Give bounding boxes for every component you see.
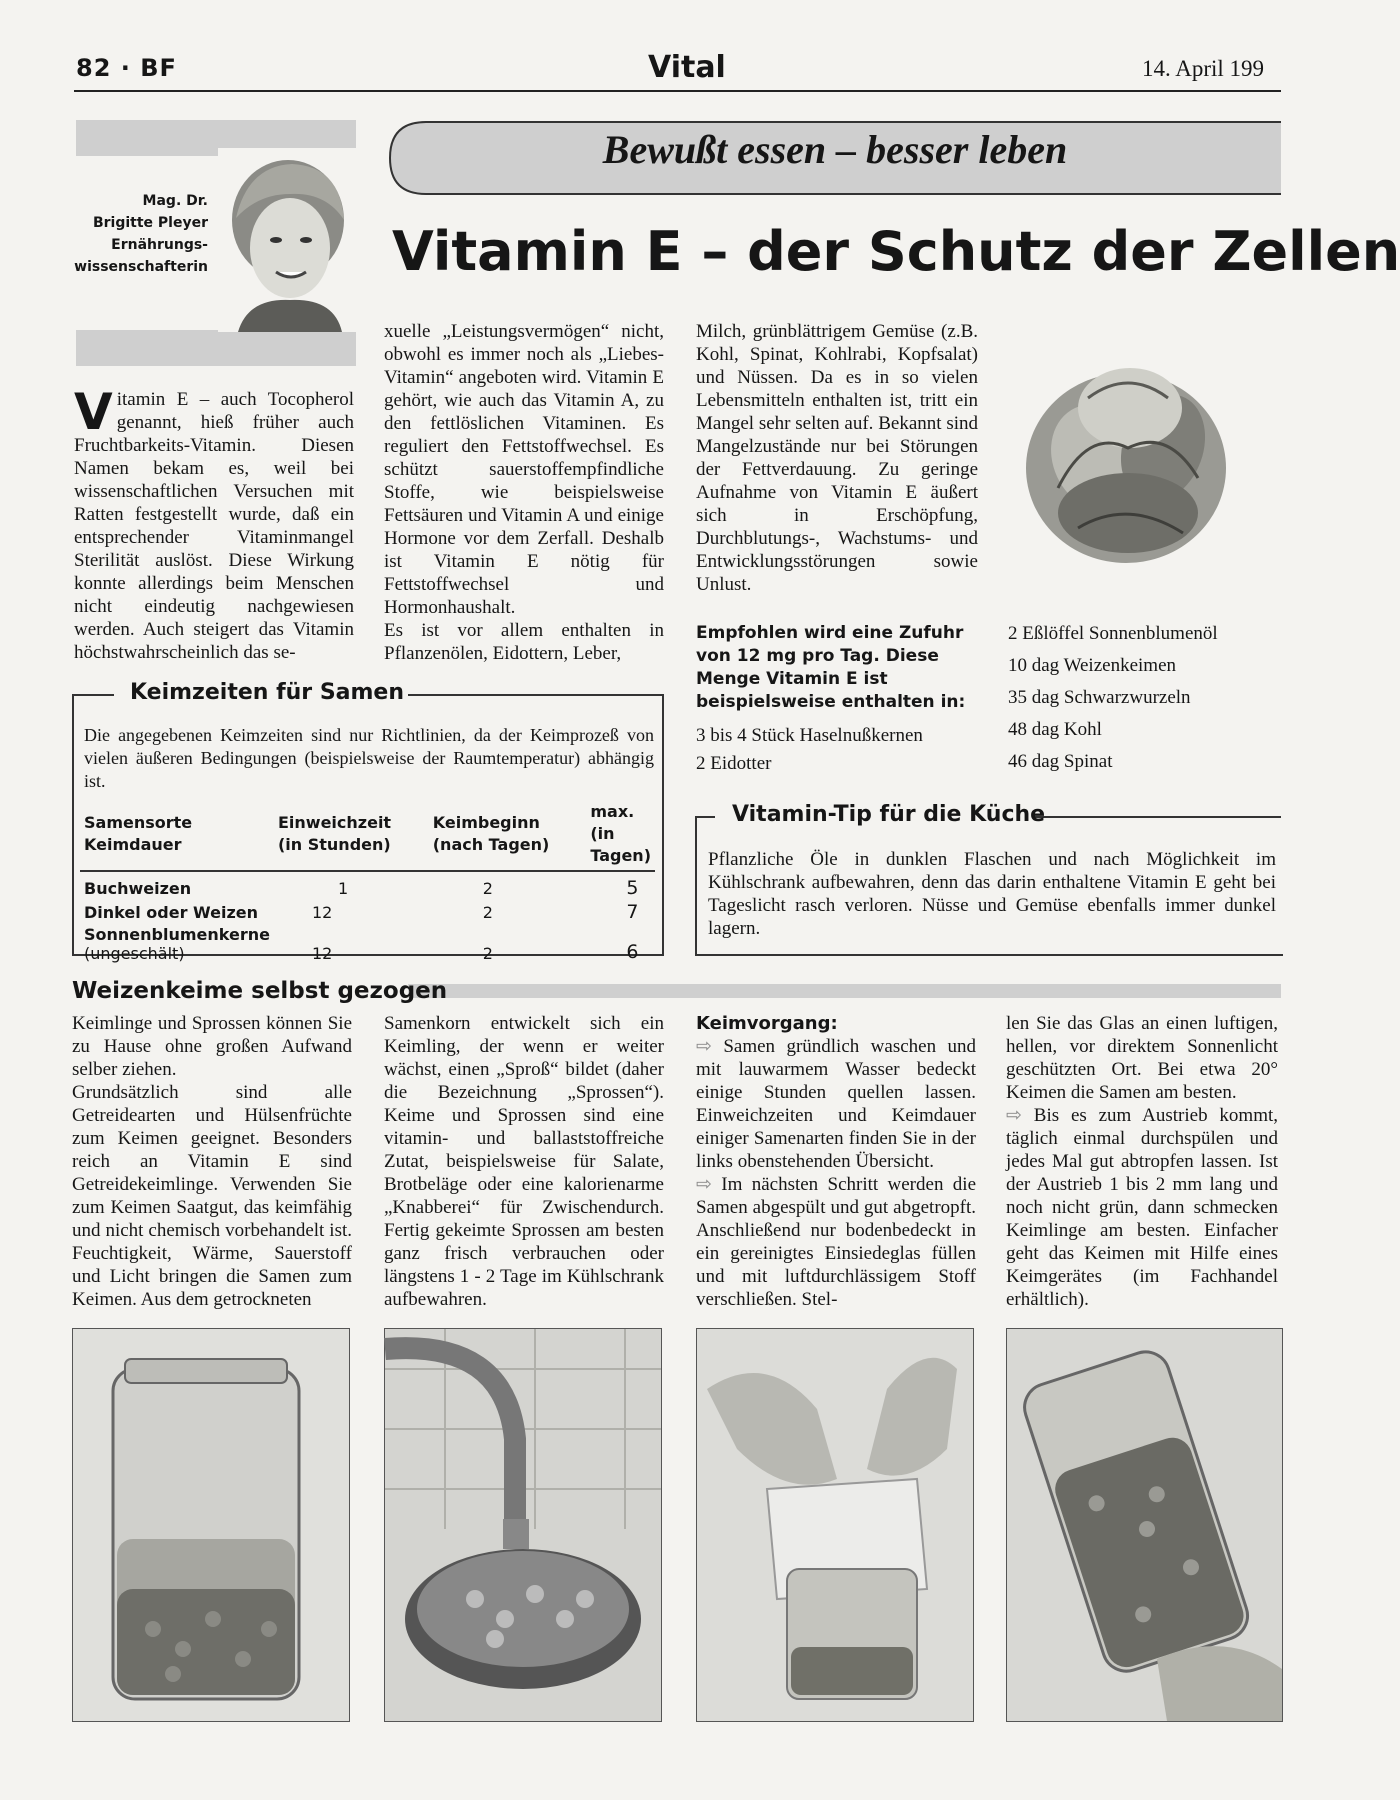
max-days: 6 [626,941,639,963]
table-row [80,924,655,964]
photo-sieve-rinsing [384,1328,662,1722]
weizen-col4 [1006,1012,1278,1311]
weizen-col3 [696,1012,976,1311]
author-name: Brigitte Pleyer [92,215,208,231]
column-header: Einweichzeit (in Stunden) [277,813,392,854]
max-days: 5 [626,877,639,899]
keimvorgang-title: Keimvorgang: [696,1013,838,1034]
source-item: 48 dag Kohl [1008,719,1102,740]
source-item: 35 dag Schwarzwurzeln [1008,687,1191,708]
dropcap: V [74,383,113,441]
tip-text: Pflanzliche Öle in dunklen Flaschen und nach Möglichkeit im Kühlschrank aufbewahren, denn das darin enthaltene Vitamin E geht bei Tageslicht rasch verloren. Nüsse und Gemüse ebenfalls immer dunkel lagern. [708,849,1276,939]
soak-hours: 1 [337,878,349,898]
table-row [80,876,655,900]
author-title: Mag. Dr. [142,193,208,209]
weizen-col4-text: len Sie das Glas an einen luftigen, hellen, vor direktem Sonnenlicht geschützten Ort. Bei etwa 20° Keimen die Samen am besten. [1006,1013,1278,1103]
author-portrait [218,148,360,332]
weizen-col1 [72,1012,352,1311]
article-col3-text: Milch, grünblättrigem Gemüse (z.B. Kohl, Spinat, Kohlrabi, Kopfsalat) und Nüssen. Da es in so vielen Lebensmitteln enthalten ist, tritt ein Mangel sehr selten auf. Bekannt sind Mangelzustände nur bei Störungen der Fettverdauung. Zu geringe Aufnahme von Vitamin E äußert sich in Erschöpfung, Durchblutungs-, Wachstums- und Entwicklungsstörungen sowie Unlust. [696,321,978,595]
author-role-line2: wissenschafterin [74,259,208,275]
article-col3 [696,320,978,596]
column-header: Keimbeginn (nach Tagen) [432,813,550,854]
seed-name: Buchweizen [84,878,192,898]
source-item: 3 bis 4 Stück Haselnußkernen [696,725,923,746]
article-col2 [384,320,664,665]
keimzeiten-title: Keimzeiten für Samen [130,680,405,705]
seed-note: (ungeschält) [84,944,185,963]
seed-name: Dinkel oder Weizen [84,902,258,922]
keimvorgang-step1: ⇨ Samen gründlich waschen und mit lauwarmem Wasser bedeckt einige Stunden quellen lassen. Einweichzeiten und Keimdauer einiger Samenarten finden Sie in der links obenstehenden Übersicht. [696,1036,976,1172]
table-header-row [80,800,655,868]
arrow-icon: ⇨ [1006,1105,1022,1126]
photo-jar-soaking [72,1328,350,1722]
source-item: 2 Eßlöffel Sonnenblumenöl [1008,623,1218,644]
weizen-title: Weizenkeime selbst gezogen [72,978,448,1004]
arrow-icon: ⇨ [696,1036,712,1057]
issue-date: 14. April 199 [1142,56,1265,81]
banner-title: Bewußt essen – besser leben [602,127,1068,172]
weizen-title-bar [408,984,1281,998]
column-header: max. (in Tagen) [590,802,651,865]
article-col2-para1: xuelle „Leistungsvermögen“ nicht, obwohl es immer noch als „Liebes-Vitamin“ angeboten wird. Vitamin E gehört, wie auch das Vitamin A, zu den fettlöslichen Vitaminen. Es reguliert den Fettstoffwechsel. Es schützt sauerstoffempfindliche Stoffe, wie beispielsweise Fettsäuren und Vitamin A und einige Hormone vor dem Zerfall. Deshalb ist Vitamin E nötig für Fettstoffwechsel und Hormonhaushalt. [384,321,664,618]
photo-jar-cloth [696,1328,974,1722]
headline: Vitamin E – der Schutz der Zellen [392,220,1400,283]
start-days: 2 [482,944,493,963]
keimzeiten-intro: Die angegebenen Keimzeiten sind nur Richtlinien, da der Keimprozeß von vielen äußeren Bedingungen (beispielsweise der Raumtemperatur) abhängig ist. [84,725,654,791]
start-days: 2 [482,902,493,922]
author-credit [70,190,208,278]
sources-list-right [1008,618,1218,778]
sources-list-left [696,722,923,778]
table-row [80,900,655,924]
recommend-text: Empfohlen wird eine Zufuhr von 12 mg pro Tag. Diese Menge Vitamin E ist beispielsweise enthalten in: [696,623,966,712]
article-col1-text: itamin E – auch Tocopherol genannt, hieß früher auch Fruchtbarkeits-Vitamin. Diesen Namen bekam es, weil bei wissenschaftlichen Versuchen mit Ratten festgestellt wurde, daß ein entsprechender Vitaminmangel Sterilität auslöst. Diese Wirkung konnte allerdings beim Menschen nicht eindeutig nachgewiesen werden. Auch steigert das Vitamin höchstwahrscheinlich das se- [74,389,354,663]
column-header: Samensorte Keimdauer [84,813,193,854]
keimzeiten-table [80,800,655,964]
header-rule [74,90,1281,92]
keimzeiten-top-rule-right [408,694,662,696]
seed-name: Sonnenblumenkerne (ungeschält) [84,925,270,963]
page-number: 82 · BF [76,54,177,82]
soak-hours: 12 [311,902,333,922]
start-days: 2 [482,878,493,898]
author-box-bottom-band [76,330,356,366]
weizen-col1-para2: Grundsätzlich sind alle Getreidearten und Hülsenfrüchte zum Keimen geeignet. Besonders reich an Vitamin E sind Getreidekeimlinge. Verwenden Sie zum Keimen Saatgut, das keimfähig und nicht chemisch vorbehandelt ist. Feuchtigkeit, Wärme, Sauerstoff und Licht bringen die Samen zum Keimen. Aus dem getrockneten [72,1082,352,1310]
section-title: Vital [648,50,726,85]
article-col2-para2: Es ist vor allem enthalten in Pflanzenölen, Eidottern, Leber, [384,620,664,664]
photo-jar-sprouts [1006,1328,1283,1722]
soak-hours: 12 [311,944,333,963]
source-item: 46 dag Spinat [1008,751,1113,772]
tip-title: Vitamin-Tip für die Küche [732,802,1046,827]
max-days: 7 [626,901,639,923]
tip-top-rule-left [695,816,715,818]
weizen-col1-para1: Keimlinge und Sprossen können Sie zu Hause ohne großen Aufwand selber ziehen. [72,1013,352,1080]
keimvorgang-step2: ⇨ Im nächsten Schritt werden die Samen abgespült und gut abgetropft. Anschließend nur bodenbedeckt in ein gereinigtes Einsiedeglas füllen und mit luftdurchlässigem Stoff verschließen. Stel- [696,1174,976,1310]
tip-top-rule-right [1034,816,1281,818]
lettuce-illustration [1018,338,1234,578]
table-rule [80,870,655,872]
weizen-col2 [384,1012,664,1311]
keimzeiten-top-rule-left [72,694,114,696]
keimvorgang-step3: ⇨ Bis es zum Austrieb kommt, täglich einmal durchspülen und jedes Mal gut abtropfen lassen. Ist der Austrieb 1 bis 2 mm lang und noch nicht grün, dann schmecken Keimlinge am besten. Einfacher geht das Keimen mit Hilfe eines Keimgerätes (im Fachhandel erhältlich). [1006,1105,1278,1310]
author-role-line1: Ernährungs- [111,237,208,253]
source-item: 10 dag Weizenkeimen [1008,655,1177,676]
arrow-icon: ⇨ [696,1174,712,1195]
article-col1 [74,383,354,664]
keimzeiten-grid [80,800,655,964]
source-item: 2 Eidotter [696,753,772,774]
weizen-col2-text: Samenkorn entwickelt sich ein Keimling, der wenn er weiter wächst, einen „Sproß“ bildet (daher die Bezeichnung „Sprossen“). Keime und Sprossen sind eine vitamin- und ballaststoffreiche Zutat, beispielsweise für Salate, Brotbeläge oder eine kalorienarme „Knabberei“ für Zwischendurch. Fertig gekeimte Sprossen am besten ganz frisch verbrauchen oder längstens 1 - 2 Tage im Kühlschrank aufbewahren. [384,1013,664,1310]
